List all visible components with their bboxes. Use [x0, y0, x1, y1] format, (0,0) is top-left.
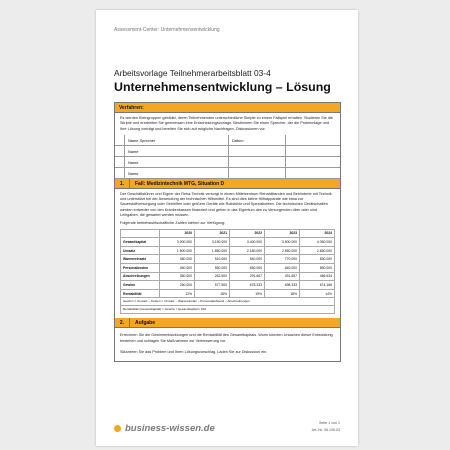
- table-cell: 550.000: [195, 264, 230, 273]
- section2-title: Aufgabe: [135, 320, 155, 327]
- section1-number: 1.: [115, 179, 130, 188]
- table-cell: 2.180.000: [230, 246, 265, 255]
- table-cell: 674.166: [300, 281, 335, 290]
- formula-gewinn: Gewinn = Umsatz – Kosten = Umsatz – Wareneinsatz – Personalaufwand – Abschreibungen: [120, 298, 335, 306]
- date-header: Datum: [229, 135, 286, 146]
- name-row-label: Name: [125, 157, 229, 168]
- table-cell: 3.150.000: [195, 238, 230, 247]
- finance-header-row: [121, 229, 335, 238]
- names-cell: [286, 168, 340, 179]
- table-cell: 830.000: [300, 255, 335, 264]
- table-row: [121, 255, 335, 264]
- names-cell: [115, 168, 125, 179]
- name-row-label: Name: [125, 146, 229, 157]
- row-label: Personalkosten: [121, 264, 160, 273]
- names-cell: [286, 135, 340, 146]
- formula-rentabilitaet: Rentabilität (Gesamtkapital) = Gewinn / Gesamtkapital x 100: [120, 306, 335, 314]
- table-row: [121, 246, 335, 255]
- table-cell: 491.667: [265, 272, 300, 281]
- table-cell: 450.000: [160, 255, 195, 264]
- document-page: [96, 10, 358, 446]
- table-cell: 18%: [265, 289, 300, 298]
- name-row-label: Name: [125, 168, 229, 179]
- table-cell: 19%: [230, 289, 265, 298]
- table-cell: 12%: [160, 289, 195, 298]
- year-header: 2023: [265, 229, 300, 238]
- row-label: Abschreibungen: [121, 272, 160, 281]
- section2-band: [115, 318, 340, 328]
- table-cell: 14%: [300, 289, 335, 298]
- row-label: Gesamtkapital: [121, 238, 160, 247]
- row-label: Warenreinsatz: [121, 255, 160, 264]
- names-cell: [115, 157, 125, 168]
- document-header: Assessment-Center: Unternehmensentwicklung: [114, 27, 220, 33]
- table-cell: 466.634: [300, 272, 335, 281]
- verfahren-band: Verfahren:: [115, 103, 340, 113]
- table-cell: 262.500: [195, 272, 230, 281]
- table-row: [121, 238, 335, 247]
- table-cell: 2.550.000: [265, 246, 300, 255]
- table-cell: 698.333: [265, 281, 300, 290]
- names-cell: [115, 146, 125, 157]
- table-row: [121, 272, 335, 281]
- table-cell: 2.650.000: [300, 246, 335, 255]
- table-cell: 250.000: [160, 281, 195, 290]
- table-cell: 3.400.000: [230, 238, 265, 247]
- table-cell: 850.000: [300, 264, 335, 273]
- table-row: [121, 264, 335, 273]
- section1-title: Fall: Medizintechnik MTG, Situation D: [135, 180, 225, 187]
- brand-logo: business-wissen.de: [125, 423, 215, 434]
- year-header: 2020: [160, 229, 195, 238]
- section2-text: Errechnen Sie die Gewinnentwicklungen und die Rentabilität des Gesamtkapitals. Worin könnten Ursachen dieser Entwicklung bestehen und schlagen Sie Maßnahmen zur Verbesserung vor.: [120, 333, 333, 343]
- section1-text: Der Geschäftsführer und Eigner der Reha-Technik versorgt in einem Mittelzentrum Rehabilitanden und Behinderte mit Technik und unterstützt bei der Anwendung der technischen Hilfsmittel. Es sind dies kleine Hilfsapparate wie etwa zur Sauerstoffversorgung oder Gehhilfen oder größere Geräte wie Rollstühle und Spezialbetten. Die technischen Gerätschaften werden entweder von den Krankenkassen finanziert und gehen in das Eigentum des zu Versorgenden über oder sind Leihgaben, die gewartet werden müssen.: [120, 191, 332, 218]
- page-number: Seite 1 von 1: [319, 421, 340, 425]
- year-header: 2024: [300, 229, 335, 238]
- names-cell: [286, 146, 340, 157]
- table-cell: 1.500.000: [160, 246, 195, 255]
- table-cell: 350.000: [160, 272, 195, 281]
- table-cell: 540.000: [230, 255, 265, 264]
- table-cell: 678.333: [230, 281, 265, 290]
- names-table: [115, 135, 340, 179]
- table-cell: 650.000: [230, 264, 265, 273]
- document-subtitle: Arbeitsvorlage Teilnehmerarbeitsblatt 03-4: [114, 68, 271, 78]
- brand-dot-icon: [114, 425, 121, 432]
- row-label: Umsatz: [121, 246, 160, 255]
- table-cell: 450.000: [160, 264, 195, 273]
- table-cell: 1.850.000: [195, 246, 230, 255]
- table-cell: 640.000: [265, 264, 300, 273]
- finance-table: [120, 229, 335, 299]
- table-row: [121, 289, 335, 298]
- name-speaker-header: Name Sprecher: [125, 135, 229, 146]
- section1-band: [115, 179, 340, 189]
- row-label: Gewinn: [121, 281, 160, 290]
- table-cell: 291.667: [230, 272, 265, 281]
- finance-corner: [121, 229, 160, 238]
- finance-body: [121, 238, 335, 298]
- document-title: Unternehmensentwicklung – Lösung: [114, 80, 331, 94]
- names-cell: [229, 168, 286, 179]
- article-number: Art.-Nr. 06.195.03: [311, 428, 340, 432]
- year-header: 2022: [230, 229, 265, 238]
- year-header: 2021: [195, 229, 230, 238]
- table-row: [121, 281, 335, 290]
- table-cell: 577.500: [195, 281, 230, 290]
- names-cell: [229, 157, 286, 168]
- table-cell: 3.500.000: [265, 238, 300, 247]
- worksheet-frame: [114, 102, 341, 362]
- row-label: Rentabilität: [121, 289, 160, 298]
- section2-number: 2.: [115, 318, 130, 327]
- table-cell: 3.000.000: [160, 238, 195, 247]
- verfahren-text: Es werden Kleingruppen gebildet, deren Teilnehmenden unterschiedliche Skripte zu einem Fallspiel erhalten. Studieren Sie die Skripte und erarbeiten Sie gemeinsam eine Entscheidungsvorlage. Bestimmen Sie einen Sprecher, der die Problemlage und Ihre Lösung vorträgt und bereiten Sie sich auf mögliche Nachfragen, Diskussionen vor.: [120, 116, 333, 131]
- names-cell: [115, 135, 125, 146]
- table-cell: 18%: [195, 289, 230, 298]
- section2-text2: Skizzieren Sie das Problem und Ihren Lösungsvorschlag. Laden Sie zur Diskussion ein.: [120, 350, 268, 355]
- table-cell: 770.000: [265, 255, 300, 264]
- names-cell: [286, 157, 340, 168]
- table-cell: 510.000: [195, 255, 230, 264]
- names-cell: [229, 146, 286, 157]
- section1-lead: Folgende betriebswirtschaftliche Zahlen stehen zur Verfügung:: [120, 221, 226, 226]
- table-cell: 4.050.000: [300, 238, 335, 247]
